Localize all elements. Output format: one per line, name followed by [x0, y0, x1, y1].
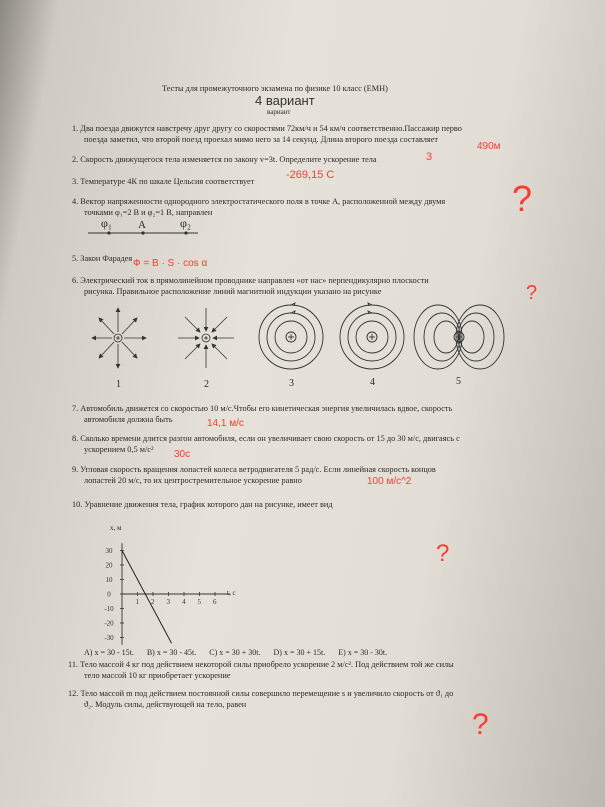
- x-tick-label: 2: [151, 598, 155, 606]
- x-tick-label: 4: [182, 598, 186, 606]
- variant-handwritten: 4 вариант: [255, 93, 315, 108]
- q7-answer: 14,1 м/с: [207, 418, 244, 429]
- q4-mark: ?: [512, 178, 533, 219]
- q1-line1: 1. Два поезда движутся навстречу друг другу со скоростями 72км/ч и 54 км/ч соответственно.Пассажир перво: [72, 124, 462, 133]
- q6-line2: рисунка. Правильное расположение линий магнитной индукции указано на рисунке: [84, 287, 382, 296]
- q4-line2: точками φ₁=2 В и φ₂=1 В, направлен: [84, 208, 213, 217]
- x-tick-label: 6: [213, 598, 217, 606]
- q10-options: [84, 648, 387, 659]
- phi2-label: φ₂: [180, 216, 192, 230]
- figure-label-3: 3: [289, 378, 294, 389]
- q2-answer: 3: [426, 151, 433, 163]
- q7-line2: автомобиля должна быть: [84, 415, 173, 424]
- q8-line2: ускорением 0,5 м/с²: [84, 445, 154, 454]
- q12-mark: ?: [472, 708, 489, 741]
- y-tick-label: 10: [105, 576, 113, 584]
- chart-ylabel: x, м: [110, 524, 122, 532]
- option-b[interactable]: B) x = 30 - 45t.: [146, 648, 197, 657]
- y-tick-label: -30: [104, 634, 114, 642]
- q9-answer: 100 м/с^2: [367, 476, 412, 487]
- figure-label-1: 1: [116, 379, 121, 390]
- q9-line1: 9. Угловая скорость вращения лопастей колеса ветродвигателя 5 рад/с. Если линейная скорость концов: [72, 465, 436, 474]
- figure-label-4: 4: [370, 377, 375, 388]
- y-tick-label: -10: [104, 605, 114, 613]
- option-e[interactable]: E) x = 30 - 30t.: [338, 648, 388, 657]
- q10-text: 10. Уравнение движения тела, график которого дан на рисунке, имеет вид: [72, 500, 333, 509]
- x-tick-label: 1: [135, 598, 139, 606]
- q6-mark: ?: [526, 282, 538, 304]
- variant-printed: вариант: [267, 108, 291, 116]
- q8-line1: 8. Сколько времени длится разгон автомобиля, если он увеличивает свою скорость от 15 до 30 м/с, двигаясь с: [72, 434, 460, 443]
- q1-answer: 490м: [477, 141, 501, 152]
- q3-text: 3. Температуре 4К по шкале Цельсия соответствует: [72, 177, 255, 186]
- point-a-label: A: [138, 219, 146, 231]
- q12-line1: 12. Тело массой m под действием постоянной силы совершило перемещение s и увеличило скорость от ϑ₁ до: [68, 689, 454, 698]
- exam-title: Тесты для промежуточного экзамена по физике 10 класс (ЕМН): [162, 84, 388, 93]
- series-line: [122, 551, 172, 644]
- option-d[interactable]: D) x = 30 + 15t.: [273, 648, 326, 657]
- q5-text: 5. Закон Фарадея: [72, 254, 133, 263]
- figure-label-2: 2: [204, 379, 209, 390]
- option-c[interactable]: C) x = 30 + 30t.: [209, 648, 261, 657]
- q12-line2: ϑ₂. Модуль силы, действующей на тело, равен: [84, 700, 247, 709]
- x-tick-label: 5: [197, 598, 201, 606]
- x-tick-label: 3: [166, 598, 170, 606]
- y-tick-label: -20: [104, 619, 114, 628]
- q11-line2: тело массой 10 кг приобретает ускорение: [84, 671, 231, 680]
- q1-line2: поезда заметил, что второй поезд проехал мимо него за 14 секунд. Длина второго поезда составляет: [84, 135, 439, 144]
- q4-line1: 4. Вектор напряженности однородного электростатического поля в точке А, расположенной между двумя: [72, 197, 446, 206]
- phi1-label: φ₁: [101, 216, 113, 230]
- y-tick-label: 20: [105, 561, 113, 570]
- q3-answer: -269,15 С: [286, 169, 335, 181]
- q6-line1: 6. Электрический ток в прямолинейном проводнике направлен «от нас» перпендикулярно плоскости: [72, 276, 429, 285]
- y-tick-label: 30: [105, 547, 113, 555]
- q7-line1: 7. Автомобиль движется со скоростью 10 м/с.Чтобы его кинетическая энергия увеличилась вдвое, скорость: [72, 404, 453, 413]
- q10-mark: ?: [436, 540, 450, 567]
- figure-label-5: 5: [456, 376, 461, 387]
- chart-xlabel: t, c: [227, 589, 236, 597]
- q8-answer: 30с: [174, 449, 191, 460]
- q5-answer: Ф = В · S · cos α: [133, 258, 208, 269]
- option-a[interactable]: A) x = 30 - 15t.: [84, 648, 134, 657]
- q11-line1: 11. Тело массой 4 кг под действием некоторой силы приобрело ускорение 2 м/с². Под действием той же силы: [68, 660, 454, 669]
- q2-text: 2. Скорость движущегося тела изменяется по закону v=3t. Определите ускорение тела: [72, 155, 377, 164]
- q9-line2: лопастей 20 м/с, то их центростремительное ускорение равно: [84, 476, 302, 485]
- y-tick-label: 0: [107, 590, 111, 599]
